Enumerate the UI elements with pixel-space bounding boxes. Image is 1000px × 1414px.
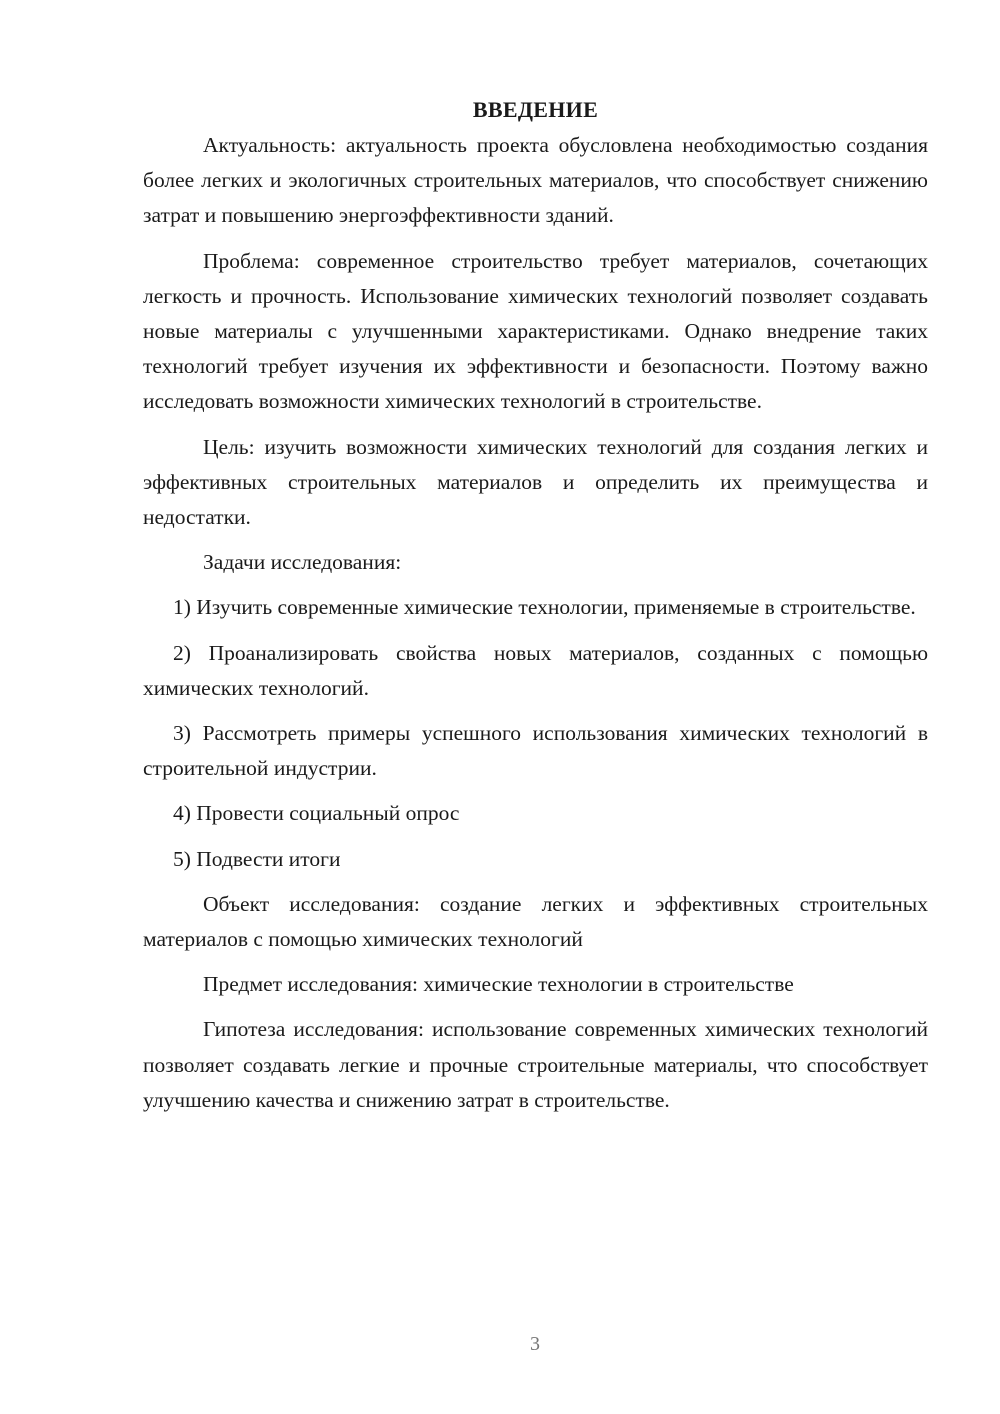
paragraph-object: Объект исследования: создание легких и эффективных строительных материалов с помощью химических технологий: [143, 891, 928, 952]
paragraph-subject: Предмет исследования: химические технологии в строительстве: [203, 972, 794, 997]
task-item-4: 4) Провести социальный опрос: [173, 801, 460, 826]
document-page: [143, 92, 928, 1128]
tasks-heading: Задачи исследования:: [203, 550, 402, 575]
paragraph-relevance: Актуальность: актуальность проекта обусловлена необходимостью создания более легких и экологичных строительных материалов, что способствует снижению затрат и повышению энергоэффективности зданий.: [143, 133, 928, 228]
task-item-2: 2) Проанализировать свойства новых материалов, созданных с помощью химических технологий.: [143, 640, 928, 700]
paragraph-problem: Проблема: современное строительство требует материалов, сочетающих легкость и прочность. Использование химических технологий позволяет создавать новые материалы с улучшенными характеристиками. Однако внедрение таких технологий требует изучения их эффективности и безопасности. Поэтому важно исследовать возможности химических технологий в строительстве.: [143, 248, 928, 414]
task-item-5: 5) Подвести итоги: [173, 846, 341, 871]
paragraph-goal: Цель: изучить возможности химических технологий для создания легких и эффективных строительных материалов и определить их преимущества и недостатки.: [143, 434, 928, 530]
page-number: 3: [530, 1333, 540, 1355]
page-title: ВВЕДЕНИЕ: [472, 97, 599, 122]
paragraph-hypothesis: Гипотеза исследования: использование современных химических технологий позволяет создавать легкие и прочные строительные материалы, что способствует улучшению качества и снижению затрат в строительстве.: [143, 1017, 928, 1112]
task-item-3: 3) Рассмотреть примеры успешного использования химических технологий в строительной индустрии.: [143, 721, 928, 781]
task-item-1: 1) Изучить современные химические технологии, применяемые в строительстве.: [173, 595, 916, 620]
